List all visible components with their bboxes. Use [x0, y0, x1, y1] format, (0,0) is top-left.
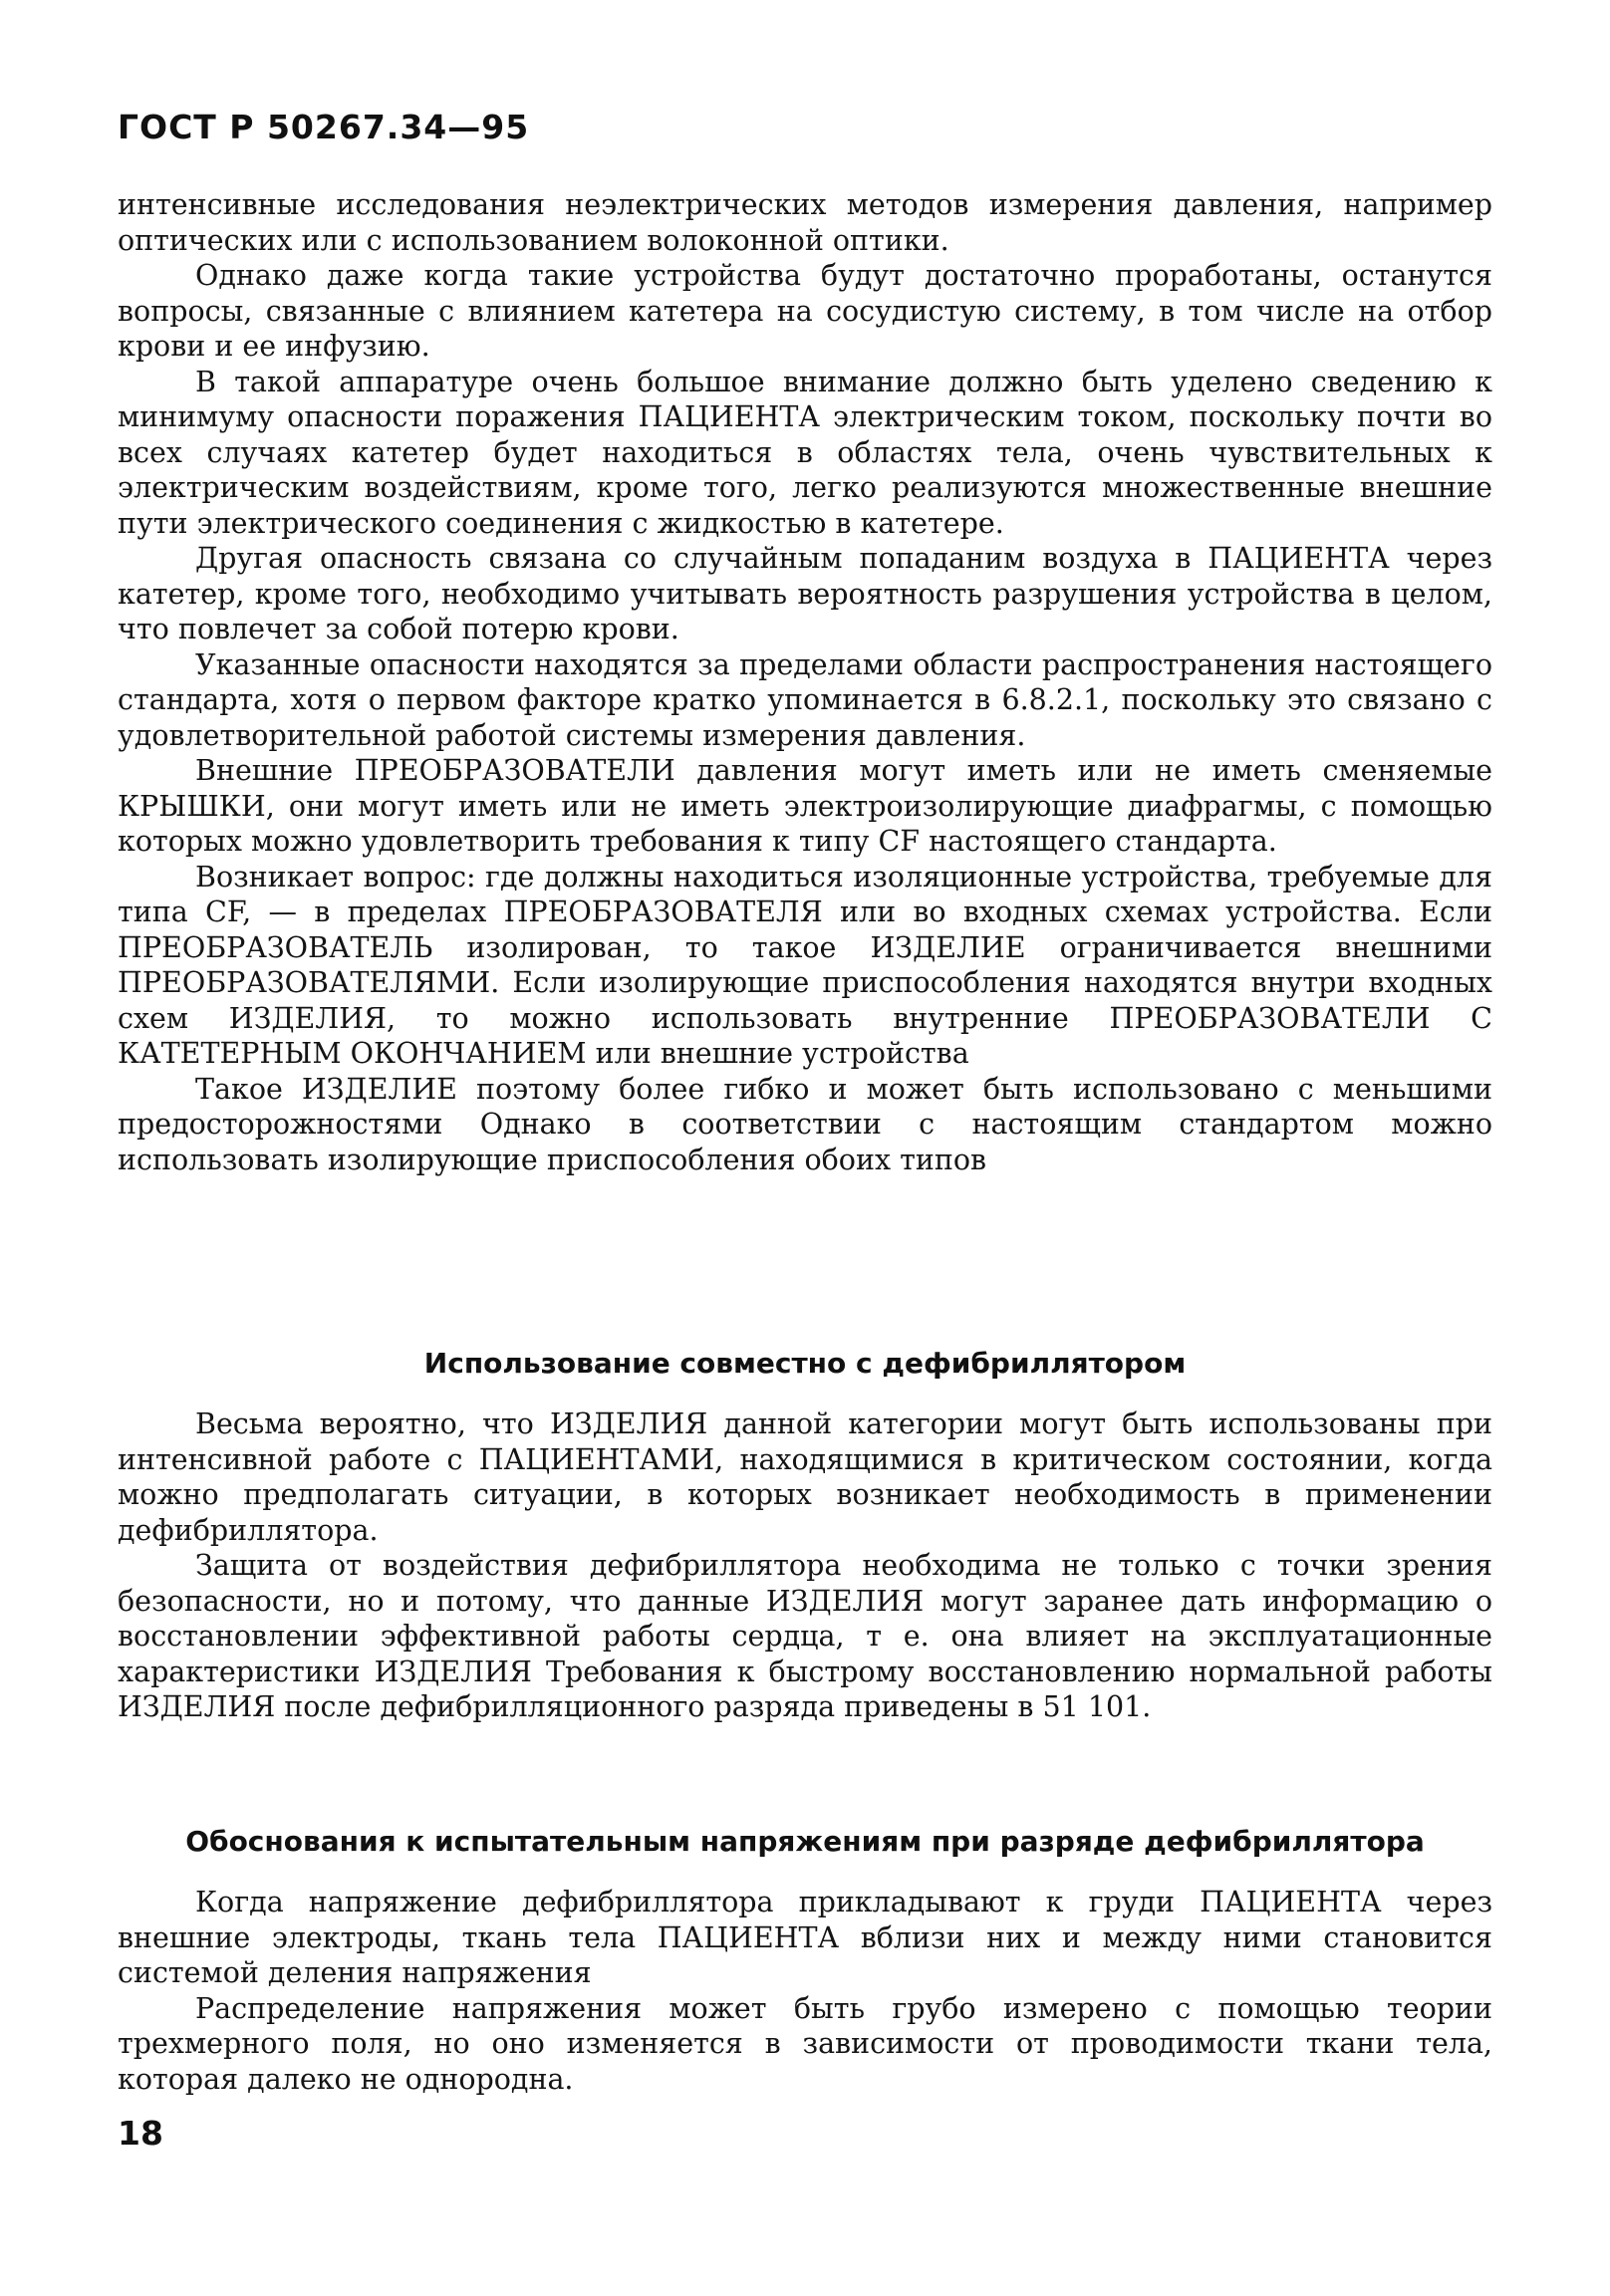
- section-heading-test-voltages: Обоснования к испытательным напряжениям при разряде дефибриллятора: [185, 1825, 1425, 1858]
- section-test-voltages: [118, 1885, 1492, 2097]
- paragraph: Указанные опасности находятся за пределами области распространения настоящего стандарта, хотя о первом факторе кратко упоминается в 6.8.2.1, поскольку это связано с удовлетворительной работой системы измерения давления.: [118, 647, 1492, 752]
- paragraph: Однако даже когда такие устройства будут достаточно проработаны, останутся вопросы, связанные с влиянием катетера на сосудистую систему, в том числе на отбор крови и ее инфузию.: [118, 259, 1492, 363]
- section-intro: [118, 187, 1492, 1177]
- paragraph: Распределение напряжения может быть грубо измерено с помощью теории трехмерного поля, но оно изменяется в зависимости от проводимости ткани тела, которая далеко не однородна.: [118, 1991, 1492, 2096]
- section-heading-defibrillator: Использование совместно с дефибриллятором: [423, 1347, 1187, 1380]
- page-number: 18: [118, 2114, 163, 2153]
- paragraph: Защита от воздействия дефибриллятора необходима не только с точки зрения безопасности, но и потому, что данные ИЗДЕЛИЯ могут заранее дать информацию о восстановлении эффективной работы сердца, т е. она влияет на эксплуатационные характеристики ИЗДЕЛИЯ Требования к быстрому восстановлению нормальной работы ИЗДЕЛИЯ после дефибрилляционного разряда приведены в 51 101.: [118, 1549, 1492, 1723]
- paragraph: В такой аппаратуре очень большое внимание должно быть уделено сведению к минимуму опасности поражения ПАЦИЕНТА электрическим током, поскольку почти во всех случаях катетер будет находиться в областях тела, очень чувствительных к электрическим воздействиям, кроме того, легко реализуются множественные внешние пути электрического соединения с жидкостью в катетере.: [118, 365, 1492, 540]
- paragraph: Другая опасность связана со случайным попаданим воздуха в ПАЦИЕНТА через катетер, кроме того, необходимо учитывать вероятность разрушения устройства в целом, что повлечет за собой потерю крови.: [118, 542, 1492, 645]
- paragraph: Возникает вопрос: где должны находиться изоляционные устройства, требуемые для типа CF, — в пределах ПРЕОБРАЗОВАТЕЛЯ или во входных схемах устройства. Если ПРЕОБРАЗОВАТЕЛЬ изолирован, то такое ИЗДЕЛИЕ ограничивается внешними ПРЕОБРАЗОВАТЕЛЯМИ. Если изолирующие приспособления находятся внутри входных схем ИЗДЕЛИЯ, то можно использовать внутренние ПРЕОБРАЗОВАТЕЛИ С КАТЕТЕРНЫМ ОКОНЧАНИЕМ или внешние устройства: [118, 860, 1492, 1070]
- paragraph: Внешние ПРЕОБРАЗОВАТЕЛИ давления могут иметь или не иметь сменяемые КРЫШКИ, они могут иметь или не иметь электроизолирующие диафрагмы, с помощью которых можно удовлетворить требования к типу CF настоящего стандарта.: [118, 754, 1492, 858]
- document-header: ГОСТ Р 50267.34—95: [118, 108, 530, 146]
- paragraph: Когда напряжение дефибриллятора прикладывают к груди ПАЦИЕНТА через внешние электроды, ткань тела ПАЦИЕНТА вблизи них и между ними становится системой деления напряжения: [118, 1886, 1492, 1989]
- section-defibrillator: [118, 1406, 1492, 1725]
- paragraph: Весьма вероятно, что ИЗДЕЛИЯ данной категории могут быть использованы при интенсивной работе с ПАЦИЕНТАМИ, находящимися в критическом состоянии, когда можно предполагать ситуации, в которых возникает необходимость в применении дефибриллятора.: [118, 1407, 1492, 1547]
- paragraph: Такое ИЗДЕЛИЕ поэтому более гибко и может быть использовано с меньшими предосторожностями Однако в соответствии с настоящим стандартом можно использовать изолирующие приспособления обоих типов: [118, 1072, 1492, 1176]
- paragraph: интенсивные исследования неэлектрических методов измерения давления, например оптических или с использованием волоконной оптики.: [118, 188, 1492, 257]
